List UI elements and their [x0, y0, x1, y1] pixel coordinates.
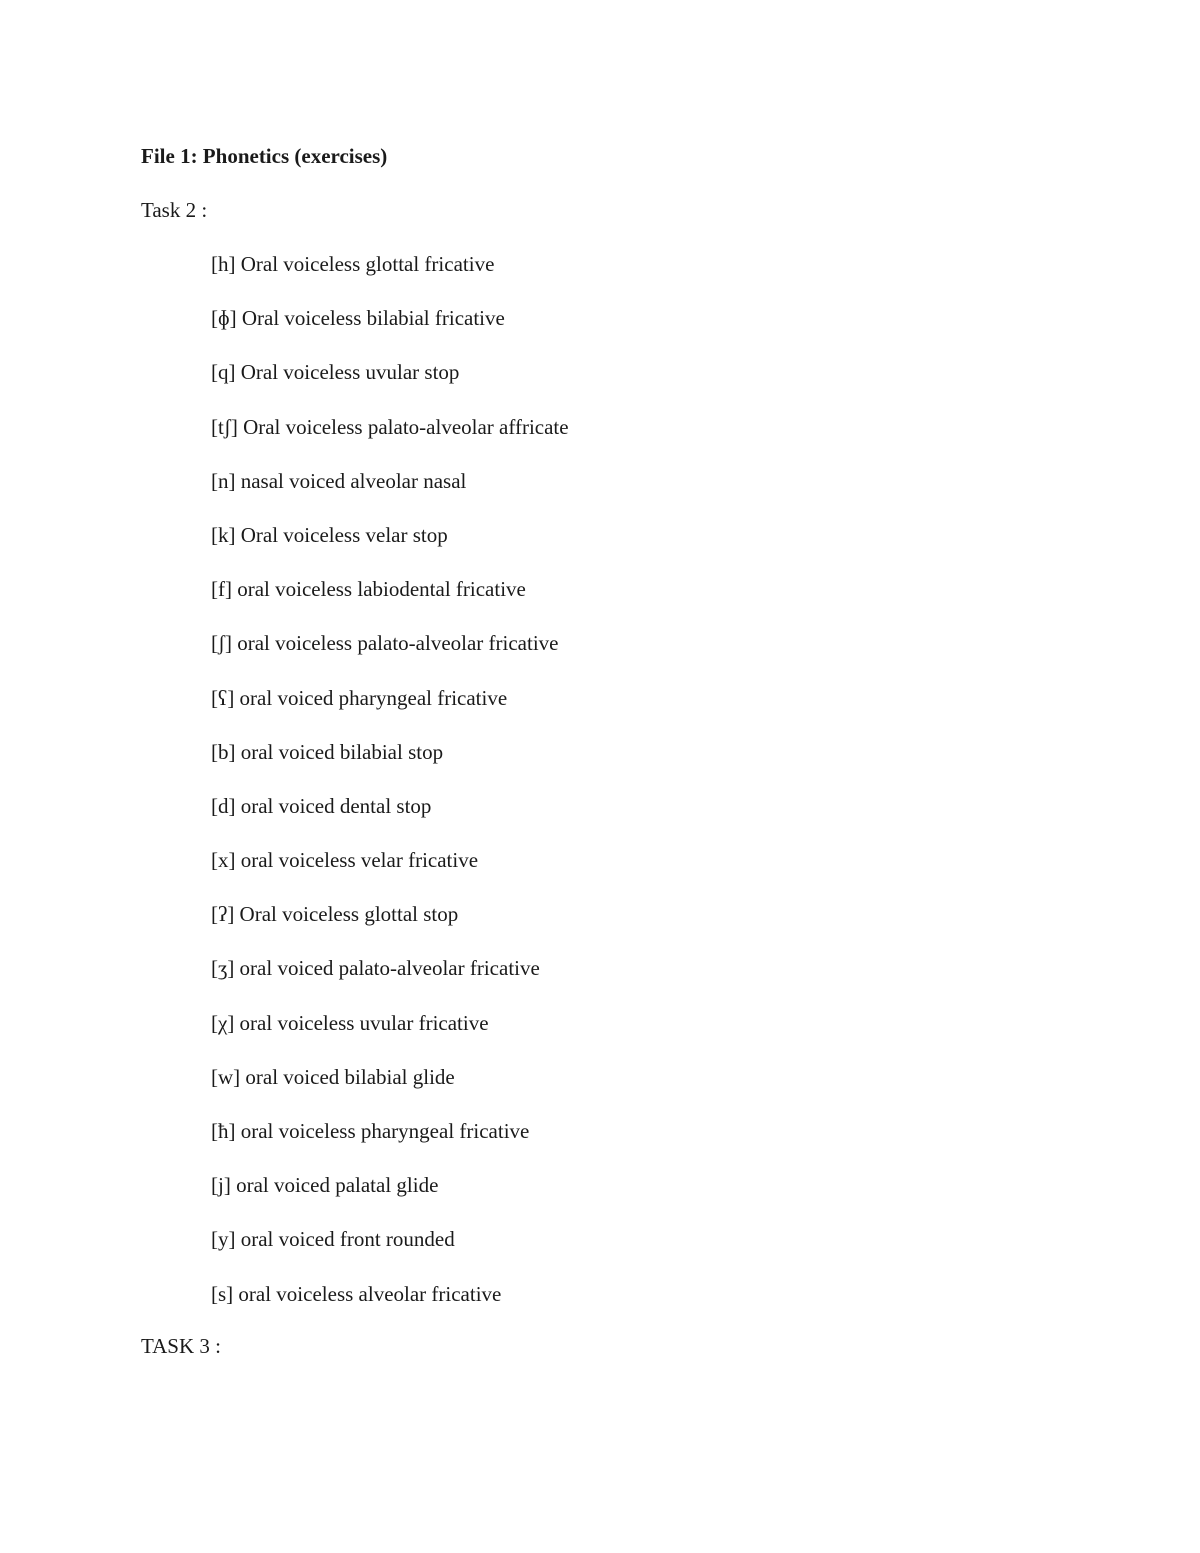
list-item — [0, 628, 900, 682]
list-item — [0, 791, 900, 845]
item-text: [y] oral voiced front rounded — [211, 1227, 455, 1252]
item-text: [w] oral voiced bilabial glide — [211, 1064, 455, 1089]
page-title: File 1: Phonetics (exercises) — [141, 144, 388, 168]
item-text: [q] Oral voiceless uvular stop — [211, 360, 460, 385]
item-text: [f] oral voiceless labiodental fricative — [211, 577, 526, 602]
item-text: [ɸ] Oral voiceless bilabial fricative — [211, 306, 505, 331]
list-item — [0, 357, 900, 411]
item-text: [s] oral voiceless alveolar fricative — [211, 1281, 502, 1306]
list-item — [0, 412, 900, 466]
list-item — [0, 1170, 900, 1224]
list-item — [0, 845, 900, 899]
list-item — [0, 249, 900, 303]
item-text: [d] oral voiced dental stop — [211, 793, 432, 818]
list-item — [0, 683, 900, 737]
list-item — [0, 1224, 900, 1278]
item-text: [ʕ] oral voiced pharyngeal fricative — [211, 685, 508, 710]
item-text: [k] Oral voiceless velar stop — [211, 522, 448, 547]
list-item — [0, 737, 900, 791]
item-text: [tʃ] Oral voiceless palato-alveolar affricate — [211, 414, 569, 439]
item-text: [n] nasal voiced alveolar nasal — [211, 468, 467, 493]
item-text: [ħ] oral voiceless pharyngeal fricative — [211, 1119, 530, 1143]
task-2-heading: Task 2 : — [141, 198, 208, 222]
list-item — [0, 466, 900, 520]
item-text: [j] oral voiced palatal glide — [211, 1173, 439, 1198]
list-item — [0, 1062, 900, 1116]
item-text: [χ] oral voiceless uvular fricative — [211, 1010, 489, 1035]
item-text: [ʃ] oral voiceless palato-alveolar fricative — [211, 631, 559, 656]
task-3-heading: TASK 3 : — [141, 1334, 221, 1358]
answer-list — [0, 249, 900, 1333]
list-item — [0, 1008, 900, 1062]
list-item — [0, 1116, 900, 1170]
item-text: [h] Oral voiceless glottal fricative — [211, 252, 495, 276]
list-item — [0, 303, 900, 357]
list-item — [0, 520, 900, 574]
list-item — [0, 953, 900, 1007]
item-text: [x] oral voiceless velar fricative — [211, 848, 479, 873]
item-text: [ʒ] oral voiced palato-alveolar fricative — [211, 956, 540, 981]
list-item — [0, 1279, 900, 1333]
item-text: [ʔ] Oral voiceless glottal stop — [211, 902, 459, 927]
list-item — [0, 899, 900, 953]
item-text: [b] oral voiced bilabial stop — [211, 739, 444, 764]
list-item — [0, 574, 900, 628]
